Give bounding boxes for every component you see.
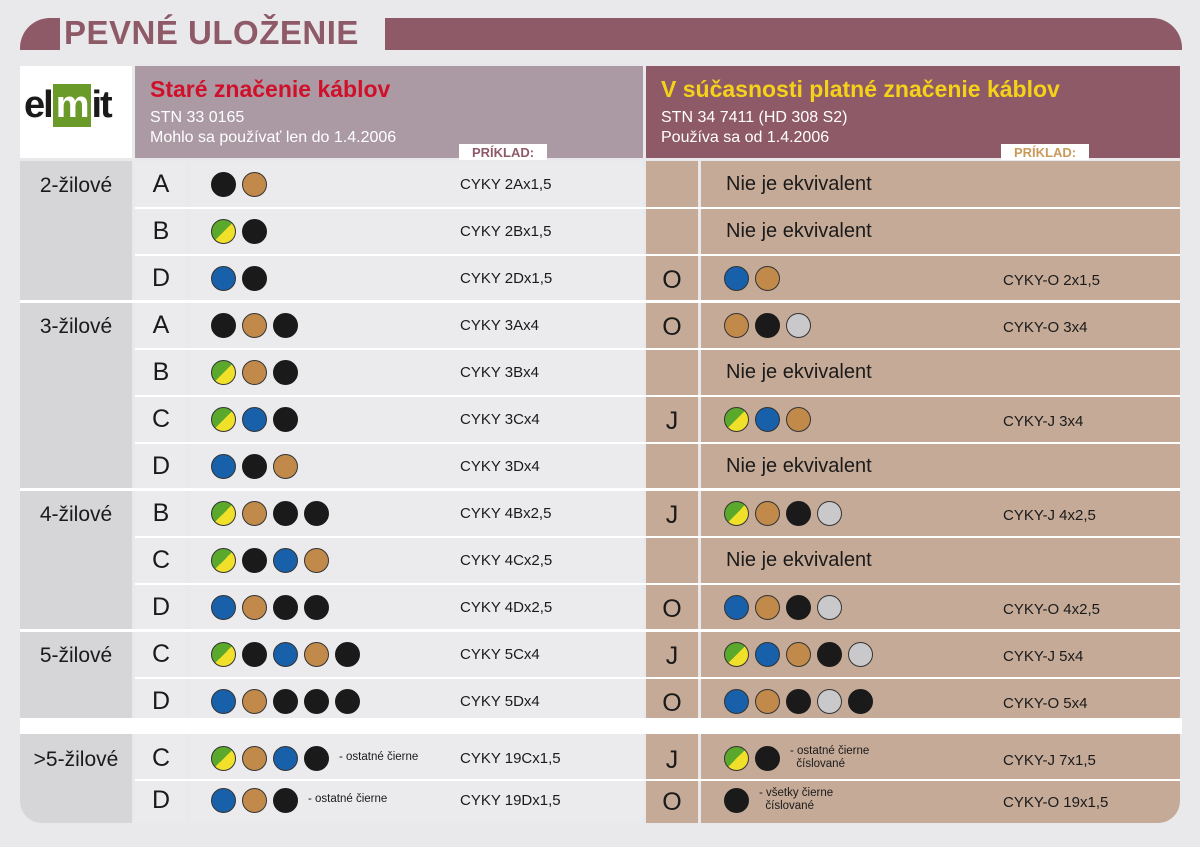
old-wire-colors: [211, 689, 360, 714]
brown-wire-dot: [242, 595, 267, 620]
old-type-letter: C: [151, 545, 171, 574]
gy-wire-dot: [724, 746, 749, 771]
old-example-code: CYKY 3Ax4: [460, 316, 539, 334]
old-wire-note: - ostatné čierne: [339, 751, 419, 763]
old-example-code: CYKY 4Bx2,5: [460, 504, 552, 522]
new-example-code: CYKY-J 5x4: [1003, 647, 1084, 665]
blue-wire-dot: [273, 746, 298, 771]
brown-wire-dot: [242, 746, 267, 771]
old-wire-colors: [211, 788, 298, 813]
gy-wire-dot: [211, 360, 236, 385]
black-wire-dot: [273, 407, 298, 432]
old-type-letter: D: [151, 263, 171, 292]
blue-wire-dot: [724, 595, 749, 620]
black-wire-dot: [335, 689, 360, 714]
brown-wire-dot: [242, 313, 267, 338]
blue-wire-dot: [242, 407, 267, 432]
black-wire-dot: [786, 689, 811, 714]
black-wire-dot: [817, 642, 842, 667]
blue-wire-dot: [211, 595, 236, 620]
old-standard: STN 33 0165: [150, 109, 245, 126]
old-wire-note: - ostatné čierne: [308, 793, 388, 805]
brown-wire-dot: [786, 642, 811, 667]
group-separator: [20, 300, 1180, 303]
black-wire-dot: [724, 788, 749, 813]
gy-wire-dot: [211, 746, 236, 771]
brown-wire-dot: [755, 501, 780, 526]
group-separator: [20, 488, 1180, 491]
old-validity-note: Mohlo sa používať len do 1.4.2006: [150, 129, 397, 146]
new-wire-colors: [724, 266, 780, 291]
new-marking-header: [646, 66, 1180, 158]
blue-wire-dot: [273, 642, 298, 667]
no-equivalent-text: Nie je ekvivalent: [726, 360, 872, 383]
blue-wire-dot: [755, 407, 780, 432]
brown-wire-dot: [273, 454, 298, 479]
old-wire-colors: [211, 407, 298, 432]
new-example-code: CYKY-O 19x1,5: [1003, 794, 1109, 811]
brown-wire-dot: [724, 313, 749, 338]
blue-wire-dot: [211, 689, 236, 714]
old-type-letter: C: [151, 639, 171, 668]
row-separator: [135, 348, 1180, 350]
black-wire-dot: [273, 360, 298, 385]
no-equivalent-text: Nie je ekvivalent: [726, 219, 872, 242]
black-wire-dot: [848, 689, 873, 714]
row-separator: [135, 442, 1180, 444]
section-gap: [20, 718, 1182, 734]
row-separator: [135, 583, 1180, 585]
brown-wire-dot: [304, 548, 329, 573]
new-wire-colors: [724, 313, 811, 338]
black-wire-dot: [304, 595, 329, 620]
new-example-code: CYKY-J 3x4: [1003, 412, 1084, 430]
no-equivalent-text: Nie je ekvivalent: [726, 548, 872, 571]
blue-wire-dot: [724, 266, 749, 291]
new-wire-note: - ostatné čierne číslované: [790, 745, 870, 770]
brown-wire-dot: [755, 689, 780, 714]
logo-wordmark: el m it: [24, 84, 111, 126]
gy-wire-dot: [211, 219, 236, 244]
gy-wire-dot: [211, 501, 236, 526]
blue-wire-dot: [211, 266, 236, 291]
gy-wire-dot: [211, 642, 236, 667]
old-type-letter: B: [152, 357, 170, 386]
brown-wire-dot: [755, 595, 780, 620]
old-type-letter: D: [151, 686, 171, 715]
old-type-letter: C: [151, 744, 171, 772]
new-example-code: CYKY-O 5x4: [1003, 694, 1088, 712]
old-wire-colors: [211, 313, 298, 338]
black-wire-dot: [786, 501, 811, 526]
old-type-letter: D: [151, 451, 171, 480]
row-separator: [135, 536, 1180, 538]
old-type-letter: B: [152, 498, 170, 527]
new-type-letter: O: [662, 312, 682, 341]
old-wire-colors: [211, 360, 298, 385]
old-wire-colors: [211, 454, 298, 479]
new-wire-colors: [724, 595, 842, 620]
black-wire-dot: [242, 548, 267, 573]
new-type-letter: O: [662, 594, 682, 623]
group-separator: [20, 629, 1180, 632]
black-wire-dot: [211, 313, 236, 338]
old-wire-colors: [211, 172, 267, 197]
brown-wire-dot: [304, 642, 329, 667]
grey-wire-dot: [848, 642, 873, 667]
grey-wire-dot: [817, 595, 842, 620]
row-separator: [135, 779, 1180, 781]
blue-wire-dot: [755, 642, 780, 667]
title-band: [385, 18, 1182, 50]
old-marking-title: Staré značenie káblov: [150, 76, 391, 102]
group-label: 2-žilové: [39, 174, 113, 197]
gy-wire-dot: [211, 407, 236, 432]
group-label: 5-žilové: [39, 644, 113, 667]
new-validity-note: Používa sa od 1.4.2006: [661, 129, 830, 146]
black-wire-dot: [755, 313, 780, 338]
old-type-letter: B: [152, 216, 170, 245]
new-marking-title: V súčasnosti platné značenie káblov: [661, 76, 1060, 102]
old-example-label: PRÍKLAD:: [459, 144, 547, 160]
old-example-code: CYKY 19Dx1,5: [460, 792, 561, 809]
black-wire-dot: [304, 501, 329, 526]
black-wire-dot: [273, 501, 298, 526]
new-type-letter: J: [665, 641, 679, 670]
new-standard: STN 34 7411 (HD 308 S2): [661, 109, 848, 126]
old-example-code: CYKY 3Dx4: [460, 457, 540, 475]
brown-wire-dot: [242, 788, 267, 813]
black-wire-dot: [304, 746, 329, 771]
old-type-letter: D: [151, 592, 171, 621]
new-type-letter: J: [665, 406, 679, 435]
blue-wire-dot: [724, 689, 749, 714]
new-wire-colors: [724, 501, 842, 526]
no-equivalent-text: Nie je ekvivalent: [726, 172, 872, 195]
old-example-code: CYKY 4Cx2,5: [460, 551, 553, 569]
old-type-letter: A: [152, 169, 170, 198]
black-wire-dot: [273, 788, 298, 813]
elmit-logo: [20, 66, 132, 158]
row-separator: [135, 254, 1180, 256]
blue-wire-dot: [211, 788, 236, 813]
grey-wire-dot: [817, 689, 842, 714]
old-wire-colors: [211, 642, 360, 667]
black-wire-dot: [242, 266, 267, 291]
title-tab-left: [20, 18, 60, 50]
group-column: [20, 161, 132, 718]
new-wire-colors: [724, 407, 811, 432]
old-type-letter: A: [152, 310, 170, 339]
new-example-code: CYKY-O 3x4: [1003, 318, 1088, 336]
new-type-letter: O: [662, 688, 682, 717]
new-wire-note: - všetky čierne číslované: [759, 787, 834, 812]
old-example-code: CYKY 3Cx4: [460, 410, 540, 428]
old-type-letter: C: [151, 404, 171, 433]
row-separator: [135, 677, 1180, 679]
new-type-letter: O: [662, 788, 682, 816]
group-label: 4-žilové: [39, 503, 113, 526]
blue-wire-dot: [211, 454, 236, 479]
new-example-code: CYKY-J 7x1,5: [1003, 752, 1096, 769]
new-example-code: CYKY-J 4x2,5: [1003, 506, 1096, 524]
gy-wire-dot: [724, 407, 749, 432]
black-wire-dot: [242, 219, 267, 244]
old-example-code: CYKY 2Dx1,5: [460, 269, 553, 287]
old-example-code: CYKY 19Cx1,5: [460, 750, 561, 767]
new-wire-colors: [724, 746, 780, 771]
row-separator: [135, 207, 1180, 209]
old-marking-header: [135, 66, 643, 158]
new-example-label: PRÍKLAD:: [1001, 144, 1089, 160]
black-wire-dot: [786, 595, 811, 620]
new-wire-colors: [724, 689, 873, 714]
brown-wire-dot: [755, 266, 780, 291]
old-example-code: CYKY 2Bx1,5: [460, 222, 552, 240]
brown-wire-dot: [242, 172, 267, 197]
black-wire-dot: [335, 642, 360, 667]
old-wire-colors: [211, 595, 329, 620]
grey-wire-dot: [786, 313, 811, 338]
new-type-letter: J: [665, 746, 679, 774]
brown-wire-dot: [242, 689, 267, 714]
old-wire-colors: [211, 219, 267, 244]
brown-wire-dot: [786, 407, 811, 432]
black-wire-dot: [304, 689, 329, 714]
old-example-code: CYKY 2Ax1,5: [460, 175, 552, 193]
new-example-code: CYKY-O 2x1,5: [1003, 271, 1100, 289]
new-type-letter: O: [662, 265, 682, 294]
black-wire-dot: [273, 313, 298, 338]
old-wire-colors: [211, 266, 267, 291]
black-wire-dot: [242, 642, 267, 667]
old-example-code: CYKY 5Cx4: [460, 645, 540, 663]
old-wire-colors: [211, 746, 329, 771]
brown-wire-dot: [242, 501, 267, 526]
page-title: PEVNÉ ULOŽENIE: [64, 14, 359, 51]
black-wire-dot: [211, 172, 236, 197]
new-type-letter: J: [665, 500, 679, 529]
gy-wire-dot: [724, 642, 749, 667]
black-wire-dot: [755, 746, 780, 771]
no-equivalent-text: Nie je ekvivalent: [726, 454, 872, 477]
old-wire-colors: [211, 548, 329, 573]
gy-wire-dot: [211, 548, 236, 573]
group-label: 3-žilové: [39, 315, 113, 338]
old-example-code: CYKY 4Dx2,5: [460, 598, 553, 616]
grey-wire-dot: [817, 501, 842, 526]
gy-wire-dot: [724, 501, 749, 526]
new-wire-colors: [724, 788, 749, 813]
old-wire-colors: [211, 501, 329, 526]
old-type-letter: D: [151, 786, 171, 814]
row-separator: [135, 395, 1180, 397]
group-label: >5-žilové: [33, 748, 119, 771]
black-wire-dot: [273, 595, 298, 620]
new-example-code: CYKY-O 4x2,5: [1003, 600, 1100, 618]
old-example-code: CYKY 3Bx4: [460, 363, 539, 381]
new-wire-colors: [724, 642, 873, 667]
brown-wire-dot: [242, 360, 267, 385]
blue-wire-dot: [273, 548, 298, 573]
black-wire-dot: [273, 689, 298, 714]
black-wire-dot: [242, 454, 267, 479]
old-example-code: CYKY 5Dx4: [460, 692, 540, 710]
